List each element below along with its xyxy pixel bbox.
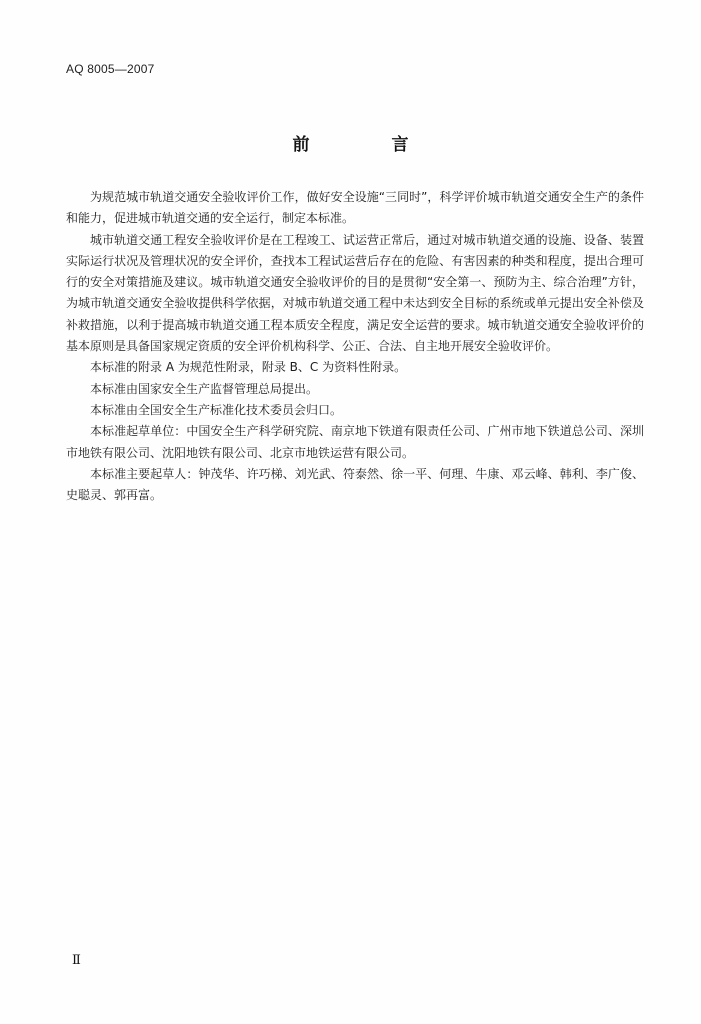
page-title: 前 言: [292, 135, 447, 155]
foreword-body: [66, 187, 644, 506]
paragraph-drafting-units: 本标准起草单位：中国安全生产科学研究院、南京地下铁道有限责任公司、广州市地下铁道总公司、深圳市地铁有限公司、沈阳地铁有限公司、北京市地铁运营有限公司。: [66, 424, 644, 460]
paragraph-committee: 本标准由全国安全生产标准化技术委员会归口。: [90, 402, 343, 417]
paragraph-proposer: 本标准由国家安全生产监督管理总局提出。: [90, 381, 319, 396]
paragraph-description: 城市轨道交通工程安全验收评价是在工程竣工、试运营正常后，通过对城市轨道交通的设施、设备、装置实际运行状况及管理状况的安全评价，查找本工程试运营后存在的危险、有害因素的种类和程度，提出合理可行的安全对策措施及建议。城市轨道交通安全验收评价的目的是贯彻“安全第一、预防为主、综合治理”方针，为城市轨道交通安全验收提供科学依据，对城市轨道交通工程中未达到安全目标的系统或单元提出安全补偿及补救措施，以利于提高城市轨道交通工程本质安全程度，满足安全运营的要求。城市轨道交通安全验收评价的基本原则是具备国家规定资质的安全评价机构科学、公正、合法、自主地开展安全验收评价。: [66, 232, 644, 354]
paragraph-appendix: 本标准的附录 A 为规范性附录，附录 B、C 为资料性附录。: [90, 360, 407, 375]
paragraph-purpose: 为规范城市轨道交通安全验收评价工作，做好安全设施“三同时”，科学评价城市轨道交通安全生产的条件和能力，促进城市轨道交通的安全运行，制定本标准。: [66, 190, 644, 226]
page-number: Ⅱ: [72, 953, 81, 968]
paragraph-drafters: 本标准主要起草人：钟茂华、许巧梯、刘光武、符泰然、徐一平、何理、牛康、邓云峰、韩利、李广俊、史聪灵、郭再富。: [66, 466, 644, 503]
standard-code: AQ 8005—2007: [66, 62, 155, 76]
